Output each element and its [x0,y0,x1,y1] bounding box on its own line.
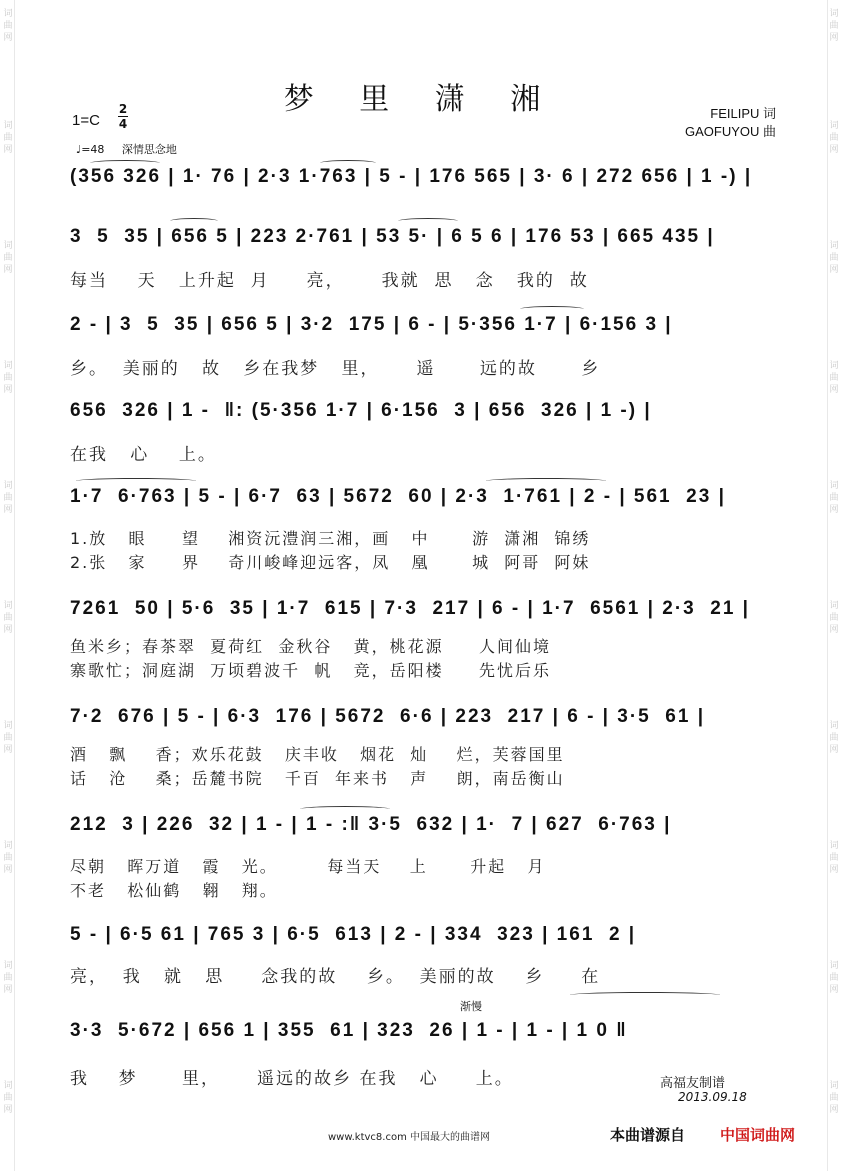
watermark-right-2: 词曲网 [829,121,839,155]
watermark-right-4: 词曲网 [829,361,839,395]
lyric-line-13: 我 梦 里， 遥远的故乡 在我 心 上。 [70,1069,514,1089]
tempo-mark: ♩=48 [76,143,105,156]
slur-arc [486,478,606,484]
slur-arc [90,160,160,166]
arrange-date: 2013.09.18 [678,1090,747,1104]
staff-line-10: 3·3 5·672 | 656 1 | 355 61 | 323 26 | 1 - | 1 - | 1 0 ‖ [70,1020,628,1041]
lyric-line-5: 2.张 家 界 奇川峻峰迎远客，凤 凰 城 阿哥 阿妹 [70,553,591,572]
lyric-line-3: 在我 心 上。 [70,445,217,465]
mood-mark: 深情思念地 [121,143,177,156]
watermark-left-8: 词曲网 [3,841,13,875]
staff-line-9: 5 - | 6·5 61 | 765 3 | 6·5 613 | 2 - | 334 323 | 161 2 | [70,924,637,945]
watermark-left-6: 词曲网 [3,601,13,635]
staff-line-4: 656 326 | 1 - ‖: (5·356 1·7 | 6·156 3 | 656 326 | 1 -) | [70,400,652,421]
footer-site-name[interactable]: 中国词曲网 [720,1126,796,1144]
staff-line-2: 3 5 35 | 656 5 | 223 2·761 | 53 5· | 6 5 6 | 176 53 | 665 435 | [70,226,715,247]
slur-arc [570,992,720,998]
composer-credit: GAOFUYOU 曲 [684,124,776,139]
lyric-line-2: 乡。 美丽的 故 乡在我梦 里， 遥 远的故 乡 [70,359,601,379]
song-title: 梦 里 潇 湘 [283,82,559,117]
lyric-line-12: 亮， 我 就 思 念我的故 乡。 美丽的故 乡 在 [70,967,601,987]
watermark-left-10: 词曲网 [3,1081,13,1115]
staff-line-3: 2 - | 3 5 35 | 656 5 | 3·2 175 | 6 - | 5·356 1·7 | 6·156 3 | [70,314,673,335]
footer-url[interactable]: www.ktvc8.com 中国最大的曲谱网 [328,1132,491,1143]
staff-line-5: 1·7 6·763 | 5 - | 6·7 63 | 5672 60 | 2·3 1·761 | 2 - | 561 23 | [70,486,726,507]
slur-arc [398,218,458,224]
staff-line-1: (356 326 | 1· 76 | 2·3 1·763 | 5 - | 176 565 | 3· 6 | 272 656 | 1 -) | [70,166,753,187]
watermark-right-9: 词曲网 [829,961,839,995]
lyric-line-7: 寨歌忙；洞庭湖 万顷碧波千 帆 竞，岳阳楼 先忧后乐 [70,661,552,680]
ritardando-mark: 渐慢 [460,1000,482,1013]
watermark-left-2: 词曲网 [3,121,13,155]
watermark-left-5: 词曲网 [3,481,13,515]
watermark-left-4: 词曲网 [3,361,13,395]
lyric-line-11: 不老 松仙鹤 翱 翔。 [70,881,278,900]
tempo-line [76,141,177,157]
watermark-left-3: 词曲网 [3,241,13,275]
slur-arc [76,478,196,484]
lyric-line-6: 鱼米乡；春茶翠 夏荷红 金秋谷 黄，桃花源 人间仙境 [70,637,552,656]
arranger-credit: 高福友制谱 [660,1076,726,1091]
time-signature-top: 2 [118,102,128,116]
watermark-right-6: 词曲网 [829,601,839,635]
key-signature: 1=C [72,112,100,129]
slur-arc [320,160,376,166]
lyric-line-10: 尽朝 晖万道 霞 光。 每当天 上 升起 月 [70,857,546,876]
time-signature-bottom: 4 [118,117,128,131]
watermark-left-7: 词曲网 [3,721,13,755]
watermark-left-9: 词曲网 [3,961,13,995]
watermark-right-8: 词曲网 [829,841,839,875]
watermark-right-3: 词曲网 [829,241,839,275]
slur-arc [170,218,218,224]
staff-line-6: 7261 50 | 5·6 35 | 1·7 615 | 7·3 217 | 6 - | 1·7 6561 | 2·3 21 | [70,598,750,619]
slur-arc [520,306,584,312]
watermark-right-5: 词曲网 [829,481,839,515]
lyric-line-8: 酒 飘 香；欢乐花鼓 庆丰收 烟花 灿 烂，芙蓉国里 [70,745,565,764]
lyricist-credit: FEILIPU 词 [710,106,776,121]
watermark-right-1: 词曲网 [829,9,839,43]
watermark-right-7: 词曲网 [829,721,839,755]
footer-source-label: 本曲谱源自 [610,1126,686,1144]
staff-line-8: 212 3 | 226 32 | 1 - | 1 - :‖ 3·5 632 | 1· 7 | 627 6·763 | [70,814,672,835]
watermark-left-1: 词曲网 [3,9,13,43]
time-signature [118,103,128,130]
slur-arc [300,806,390,812]
lyric-line-4: 1.放 眼 望 湘资沅澧润三湘，画 中 游 潇湘 锦绣 [70,529,591,548]
lyric-line-9: 话 沧 桑；岳麓书院 千百 年来书 声 朗，南岳衡山 [70,769,565,788]
watermark-right-10: 词曲网 [829,1081,839,1115]
staff-line-7: 7·2 676 | 5 - | 6·3 176 | 5672 6·6 | 223 217 | 6 - | 3·5 61 | [70,706,706,727]
lyric-line-1: 每当 天 上升起 月 亮， 我就 思 念 我的 故 [70,271,589,291]
